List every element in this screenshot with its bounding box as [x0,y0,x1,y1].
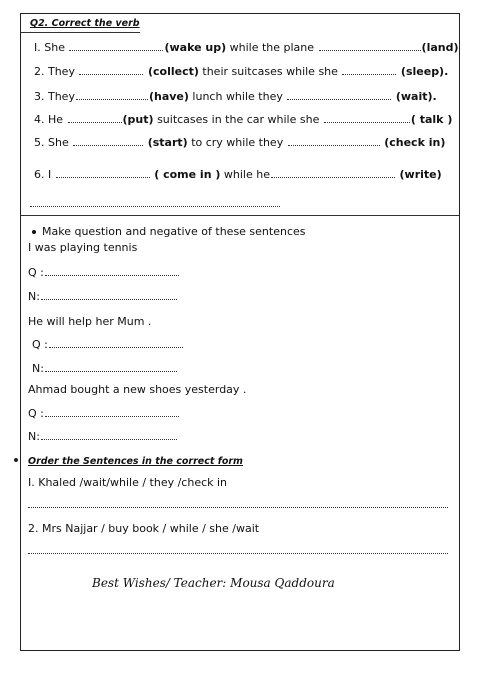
verb-hint: (wake up) [164,41,227,54]
q2-row-4 [34,113,452,127]
q3-negative-row-2 [32,362,178,376]
question-label: Q : [28,407,44,420]
question-label: Q : [28,266,44,279]
sentence-text: their suitcases while she [202,65,338,78]
verb-hint: (wait). [395,90,437,103]
bullet-icon [32,230,36,234]
q2-header-underline [21,32,140,33]
verb-hint: (have) [148,90,189,103]
verb-hint: (land) [421,41,459,54]
answer-blank[interactable] [45,407,179,417]
q4-item-1: I. Khaled /wait/while / they /check in [28,476,228,489]
signature: Best Wishes/ Teacher: Mousa Qaddoura [92,576,335,590]
q2-row-5 [34,136,445,150]
answer-blank[interactable] [76,90,148,100]
answer-blank[interactable] [45,362,177,372]
answer-blank[interactable] [79,65,143,75]
q4-item-2: 2. Mrs Najjar / buy book / while / she /wait [28,522,260,535]
answer-line[interactable] [28,507,448,508]
q4-header: Order the Sentences in the correct form [28,456,243,467]
answer-blank[interactable] [324,113,410,123]
worksheet-border [20,13,460,651]
negative-label: N: [28,430,40,443]
q3-sentence-3: Ahmad bought a new shoes yesterday . [28,383,247,396]
verb-hint: (collect) [147,65,199,78]
verb-hint: (sleep). [400,65,449,78]
answer-line[interactable] [28,553,448,554]
answer-blank[interactable] [69,41,163,51]
answer-blank[interactable] [41,430,177,440]
q3-question-row-2 [32,338,184,352]
answer-blank[interactable] [342,65,396,75]
negative-label: N: [32,362,44,375]
margin-dot [14,458,18,462]
answer-blank[interactable] [68,113,122,123]
row-number: 6. I [34,168,52,181]
verb-hint: ( come in ) [154,168,221,181]
q3-question-row-1 [28,266,180,280]
q3-sentence-2: He will help her Mum . [28,315,152,328]
answer-blank[interactable] [73,136,143,146]
q3-negative-row-1 [28,290,178,304]
section-divider [21,215,459,216]
sentence-text: to cry while they [191,136,284,149]
verb-hint: (put) [122,113,154,126]
q3-negative-row-3 [28,430,178,444]
verb-hint: (check in) [384,136,446,149]
answer-blank[interactable] [56,168,150,178]
q3-instruction-row [32,225,306,239]
sentence-text: suitcases in the car while she [157,113,320,126]
sentence-text: lunch while they [192,90,283,103]
row-number: 3. They [34,90,75,103]
q3-sentence-1: I was playing tennis [28,241,138,254]
answer-blank[interactable] [271,168,395,178]
sentence-text: while the plane [229,41,315,54]
row-number: 5. She [34,136,69,149]
answer-blank[interactable] [287,90,391,100]
row-number: 2. They [34,65,75,78]
verb-hint: (start) [147,136,188,149]
answer-blank[interactable] [45,266,179,276]
verb-hint: (write) [399,168,442,181]
q2-row-1 [34,41,459,55]
row-number: 4. He [34,113,64,126]
q2-row-2 [34,65,448,79]
answer-line[interactable] [30,206,280,207]
q2-row-3 [34,90,437,104]
q2-header: Q2. Correct the verb [30,18,140,29]
answer-blank[interactable] [319,41,421,51]
q2-row-6 [34,168,442,182]
question-label: Q : [32,338,48,351]
q3-instruction: Make question and negative of these sentences [42,225,306,238]
row-number: I. She [34,41,65,54]
answer-blank[interactable] [49,338,183,348]
negative-label: N: [28,290,40,303]
answer-blank[interactable] [288,136,380,146]
answer-blank[interactable] [41,290,177,300]
verb-hint: ( talk ) [410,113,453,126]
sentence-text: while he [223,168,270,181]
q3-question-row-3 [28,407,180,421]
